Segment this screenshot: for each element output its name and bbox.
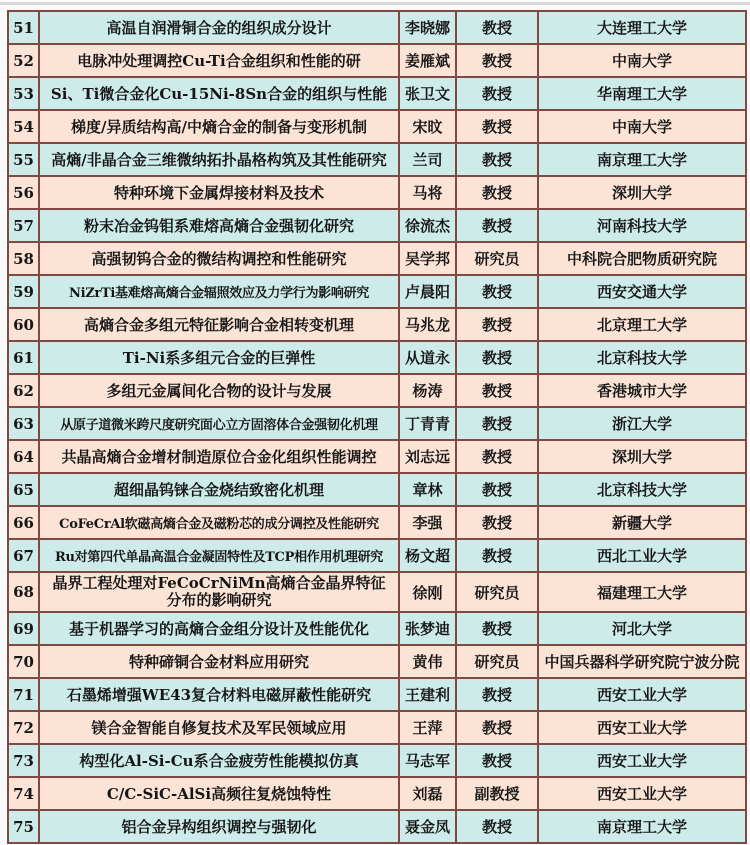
row-number-cell: 74: [8, 777, 39, 810]
row-number-cell: 55: [8, 143, 39, 176]
affiliation-cell: 南京理工大学: [538, 143, 746, 176]
title-cell: 构型化Al-Si-Cu系合金疲劳性能模拟仿真: [39, 744, 399, 777]
table-row: [8, 176, 746, 209]
title-cell: 高熵合金多组元特征影响合金相转变机理: [39, 308, 399, 341]
affiliation-cell: 华南理工大学: [538, 77, 746, 110]
affiliation-cell: 北京科技大学: [538, 473, 746, 506]
table-row: [8, 744, 746, 777]
title-cell: 超细晶钨铼合金烧结致密化机理: [39, 473, 399, 506]
row-number-cell: 61: [8, 341, 39, 374]
rank-cell: 教授: [456, 506, 538, 539]
title-cell: 共晶高熵合金增材制造原位合金化组织性能调控: [39, 440, 399, 473]
title-cell: 高熵/非晶合金三维微纳拓扑晶格构筑及其性能研究: [39, 143, 399, 176]
name-cell: 徐刚: [399, 572, 456, 612]
table-row: [8, 572, 746, 612]
rank-cell: 教授: [456, 77, 538, 110]
title-cell: 石墨烯增强WE43复合材料电磁屏蔽性能研究: [39, 678, 399, 711]
rank-cell: 教授: [456, 407, 538, 440]
table-row: [8, 407, 746, 440]
title-cell: NiZrTi基难熔高熵合金辐照效应及力学行为影响研究: [39, 275, 399, 308]
faculty-project-table: [7, 10, 747, 844]
name-cell: 张梦迪: [399, 612, 456, 645]
name-cell: 王建利: [399, 678, 456, 711]
affiliation-cell: 中南大学: [538, 110, 746, 143]
title-cell: 铝合金异构组织调控与强韧化: [39, 810, 399, 843]
table-row: [8, 539, 746, 572]
affiliation-cell: 深圳大学: [538, 440, 746, 473]
row-number-cell: 71: [8, 678, 39, 711]
title-cell: 高温自润滑铜合金的组织成分设计: [39, 11, 399, 44]
affiliation-cell: 香港城市大学: [538, 374, 746, 407]
table-row: [8, 242, 746, 275]
row-number-cell: 69: [8, 612, 39, 645]
rank-cell: 教授: [456, 44, 538, 77]
row-number-cell: 62: [8, 374, 39, 407]
affiliation-cell: 南京理工大学: [538, 810, 746, 843]
affiliation-cell: 中南大学: [538, 44, 746, 77]
rank-cell: 教授: [456, 341, 538, 374]
title-cell: Ru对第四代单晶高温合金凝固特性及TCP相作用机理研究: [39, 539, 399, 572]
table-row: [8, 308, 746, 341]
affiliation-cell: 西安交通大学: [538, 275, 746, 308]
title-cell: 从原子道微米跨尺度研究面心立方固溶体合金强韧化机理: [39, 407, 399, 440]
table-row: [8, 612, 746, 645]
title-cell: 镁合金智能自修复技术及军民领域应用: [39, 711, 399, 744]
affiliation-cell: 中国兵器科学研究院宁波分院: [538, 645, 746, 678]
name-cell: 黄伟: [399, 645, 456, 678]
row-number-cell: 73: [8, 744, 39, 777]
table-row: [8, 11, 746, 44]
rank-cell: 教授: [456, 711, 538, 744]
rank-cell: 教授: [456, 308, 538, 341]
rank-cell: 教授: [456, 374, 538, 407]
name-cell: 徐流杰: [399, 209, 456, 242]
row-number-cell: 60: [8, 308, 39, 341]
name-cell: 刘志远: [399, 440, 456, 473]
title-cell: 多组元金属间化合物的设计与发展: [39, 374, 399, 407]
name-cell: 刘磊: [399, 777, 456, 810]
title-cell: Si、Ti微合金化Cu-15Ni-8Sn合金的组织与性能: [39, 77, 399, 110]
title-cell: 特种环境下金属焊接材料及技术: [39, 176, 399, 209]
rank-cell: 研究员: [456, 645, 538, 678]
rank-cell: 教授: [456, 209, 538, 242]
row-number-cell: 56: [8, 176, 39, 209]
rank-cell: 教授: [456, 473, 538, 506]
table-row: [8, 440, 746, 473]
rank-cell: 教授: [456, 539, 538, 572]
row-number-cell: 70: [8, 645, 39, 678]
row-number-cell: 65: [8, 473, 39, 506]
name-cell: 杨文超: [399, 539, 456, 572]
rank-cell: 研究员: [456, 242, 538, 275]
row-number-cell: 59: [8, 275, 39, 308]
name-cell: 王萍: [399, 711, 456, 744]
table-row: [8, 374, 746, 407]
name-cell: 丁青青: [399, 407, 456, 440]
rank-cell: 教授: [456, 612, 538, 645]
row-number-cell: 57: [8, 209, 39, 242]
row-number-cell: 72: [8, 711, 39, 744]
name-cell: 聂金凤: [399, 810, 456, 843]
name-cell: 兰司: [399, 143, 456, 176]
rank-cell: 教授: [456, 275, 538, 308]
table-row: [8, 275, 746, 308]
rank-cell: 教授: [456, 110, 538, 143]
title-cell: 梯度/异质结构高/中熵合金的制备与变形机制: [39, 110, 399, 143]
rank-cell: 副教授: [456, 777, 538, 810]
table-row: [8, 341, 746, 374]
affiliation-cell: 北京科技大学: [538, 341, 746, 374]
title-cell: 电脉冲处理调控Cu-Ti合金组织和性能的研: [39, 44, 399, 77]
name-cell: 张卫文: [399, 77, 456, 110]
name-cell: 杨涛: [399, 374, 456, 407]
name-cell: 从道永: [399, 341, 456, 374]
affiliation-cell: 西安工业大学: [538, 744, 746, 777]
table-row: [8, 44, 746, 77]
row-number-cell: 58: [8, 242, 39, 275]
title-cell: Ti-Ni系多组元合金的巨弹性: [39, 341, 399, 374]
title-cell: 基于机器学习的高熵合金组分设计及性能优化: [39, 612, 399, 645]
rank-cell: 教授: [456, 176, 538, 209]
affiliation-cell: 大连理工大学: [538, 11, 746, 44]
name-cell: 姜雁斌: [399, 44, 456, 77]
affiliation-cell: 西北工业大学: [538, 539, 746, 572]
table-row: [8, 711, 746, 744]
rank-cell: 教授: [456, 678, 538, 711]
table-row: [8, 645, 746, 678]
title-cell: CoFeCrAl软磁高熵合金及磁粉芯的成分调控及性能研究: [39, 506, 399, 539]
row-number-cell: 52: [8, 44, 39, 77]
title-cell: C/C-SiC-AlSi高频往复烧蚀特性: [39, 777, 399, 810]
title-cell: 粉末冶金钨钼系难熔高熵合金强韧化研究: [39, 209, 399, 242]
name-cell: 李晓娜: [399, 11, 456, 44]
table-row: [8, 473, 746, 506]
name-cell: 李强: [399, 506, 456, 539]
table-row: [8, 77, 746, 110]
name-cell: 马志军: [399, 744, 456, 777]
title-cell: 高强韧钨合金的微结构调控和性能研究: [39, 242, 399, 275]
rank-cell: 教授: [456, 143, 538, 176]
name-cell: 吴学邦: [399, 242, 456, 275]
affiliation-cell: 新疆大学: [538, 506, 746, 539]
affiliation-cell: 河北大学: [538, 612, 746, 645]
page-top-divider: [0, 2, 750, 5]
title-cell: 晶界工程处理对FeCoCrNiMn高熵合金晶界特征分布的影响研究: [39, 572, 399, 612]
row-number-cell: 66: [8, 506, 39, 539]
affiliation-cell: 西安工业大学: [538, 777, 746, 810]
table-row: [8, 506, 746, 539]
name-cell: 章林: [399, 473, 456, 506]
name-cell: 卢晨阳: [399, 275, 456, 308]
row-number-cell: 63: [8, 407, 39, 440]
row-number-cell: 53: [8, 77, 39, 110]
table-body: [8, 11, 746, 843]
affiliation-cell: 河南科技大学: [538, 209, 746, 242]
table-row: [8, 777, 746, 810]
affiliation-cell: 北京理工大学: [538, 308, 746, 341]
table-row: [8, 110, 746, 143]
row-number-cell: 67: [8, 539, 39, 572]
table-row: [8, 143, 746, 176]
rank-cell: 教授: [456, 11, 538, 44]
name-cell: 马将: [399, 176, 456, 209]
affiliation-cell: 西安工业大学: [538, 711, 746, 744]
table-row: [8, 678, 746, 711]
row-number-cell: 64: [8, 440, 39, 473]
affiliation-cell: 中科院合肥物质研究院: [538, 242, 746, 275]
affiliation-cell: 西安工业大学: [538, 678, 746, 711]
row-number-cell: 51: [8, 11, 39, 44]
title-cell: 特种碲铜合金材料应用研究: [39, 645, 399, 678]
name-cell: 宋旼: [399, 110, 456, 143]
row-number-cell: 75: [8, 810, 39, 843]
affiliation-cell: 深圳大学: [538, 176, 746, 209]
rank-cell: 研究员: [456, 572, 538, 612]
rank-cell: 教授: [456, 744, 538, 777]
rank-cell: 教授: [456, 810, 538, 843]
name-cell: 马兆龙: [399, 308, 456, 341]
row-number-cell: 68: [8, 572, 39, 612]
table-row: [8, 209, 746, 242]
row-number-cell: 54: [8, 110, 39, 143]
table-row: [8, 810, 746, 843]
affiliation-cell: 浙江大学: [538, 407, 746, 440]
rank-cell: 教授: [456, 440, 538, 473]
affiliation-cell: 福建理工大学: [538, 572, 746, 612]
